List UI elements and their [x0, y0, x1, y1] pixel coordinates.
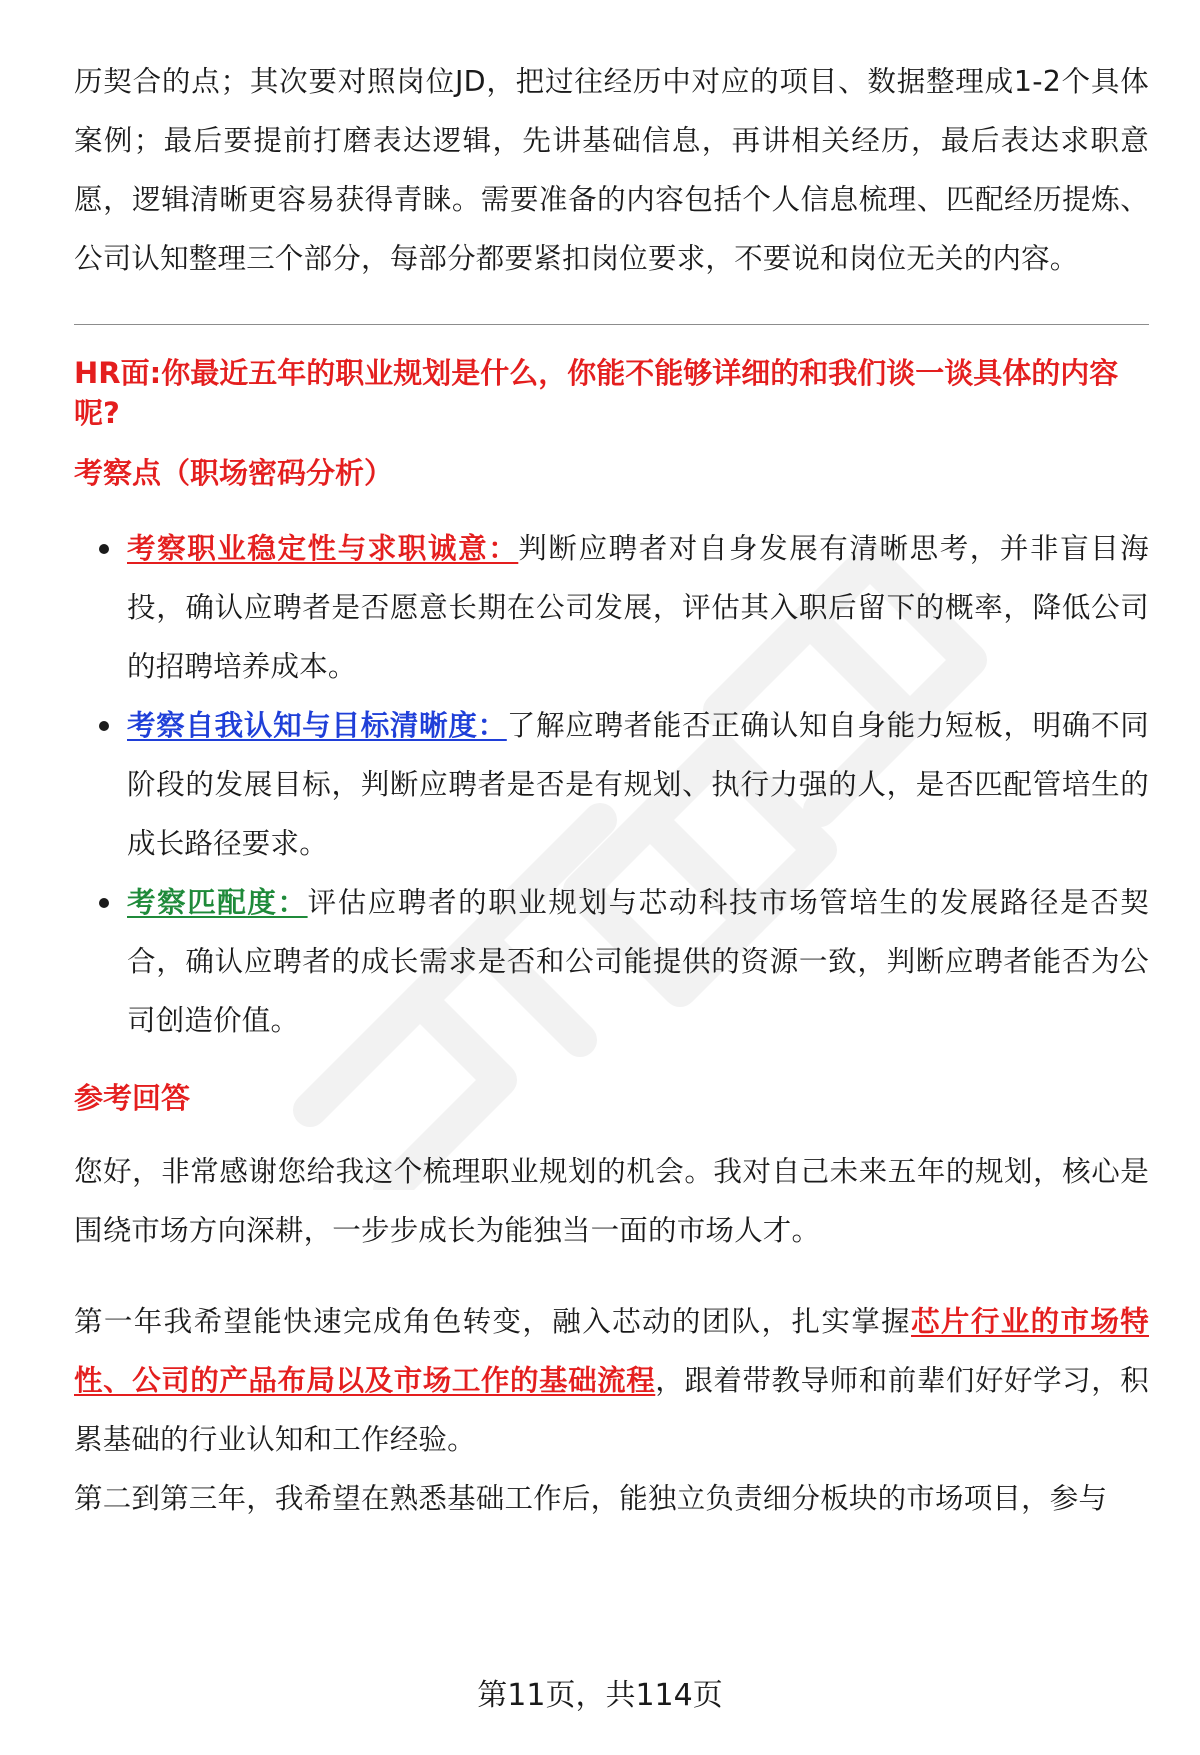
analysis-keyword: 考察职业稳定性与求职诚意：: [127, 532, 519, 565]
question-title: HR面:你最近五年的职业规划是什么，你能不能够详细的和我们谈一谈具体的内容呢?: [74, 356, 1119, 430]
answer-paragraph-3: 第二到第三年，我希望在熟悉基础工作后，能独立负责细分板块的市场项目，参与: [74, 1482, 1108, 1515]
analysis-text: 了解应聘者能否正确认知自身能力短板，明确不同阶段的发展目标，判断应聘者是否是有规划、执行力强的人，是否匹配管培生的成长路径要求。: [127, 709, 1149, 860]
analysis-item-fit: [74, 873, 1149, 1050]
analysis-keyword: 考察匹配度：: [127, 886, 308, 919]
bullet-dot-icon: [99, 721, 109, 731]
answer-highlight: 芯片行业的市场特性、公司的产品布局以及市场工作的基础流程: [74, 1305, 1149, 1397]
analysis-text: 评估应聘者的职业规划与芯动科技市场管培生的发展路径是否契合，确认应聘者的成长需求是否和公司能提供的资源一致，判断应聘者能否为公司创造价值。: [127, 886, 1150, 1037]
analysis-list: [74, 519, 1149, 1050]
answer-paragraph-2: [74, 1292, 1149, 1469]
bullet-dot-icon: [99, 544, 109, 554]
bullet-dot-icon: [99, 898, 109, 908]
answer-heading: 参考回答: [74, 1081, 191, 1115]
analysis-heading: 考察点（职场密码分析）: [74, 456, 394, 490]
section-divider: [74, 324, 1149, 325]
analysis-item-self-awareness: [74, 696, 1149, 873]
answer-paragraph-1: 您好，非常感谢您给我这个梳理职业规划的机会。我对自己未来五年的规划，核心是围绕市场方向深耕，一步步成长为能独当一面的市场人才。: [74, 1155, 1149, 1247]
intro-paragraph: 历契合的点；其次要对照岗位JD，把过往经历中对应的项目、数据整理成1-2个具体案例；最后要提前打磨表达逻辑，先讲基础信息，再讲相关经历，最后表达求职意愿，逻辑清晰更容易获得青睐。需要准备的内容包括个人信息梳理、匹配经历提炼、公司认知整理三个部分，每部分都要紧扣岗位要求，不要说和岗位无关的内容。: [74, 65, 1149, 275]
analysis-item-stability: [74, 519, 1149, 696]
page-number: 第11页，共114页: [477, 1678, 723, 1713]
answer-text: 第一年我希望能快速完成角色转变，融入芯动的团队，扎实掌握: [74, 1305, 912, 1338]
analysis-keyword: 考察自我认知与目标清晰度：: [127, 709, 507, 742]
page-content: [74, 52, 1149, 1528]
analysis-text: 判断应聘者对自身发展有清晰思考，并非盲目海投，确认应聘者是否愿意长期在公司发展，评估其入职后留下的概率，降低公司的招聘培养成本。: [127, 532, 1149, 683]
answer-text: ，跟着带教导师和前辈们好好学习，积累基础的行业认知和工作经验。: [74, 1364, 1149, 1456]
